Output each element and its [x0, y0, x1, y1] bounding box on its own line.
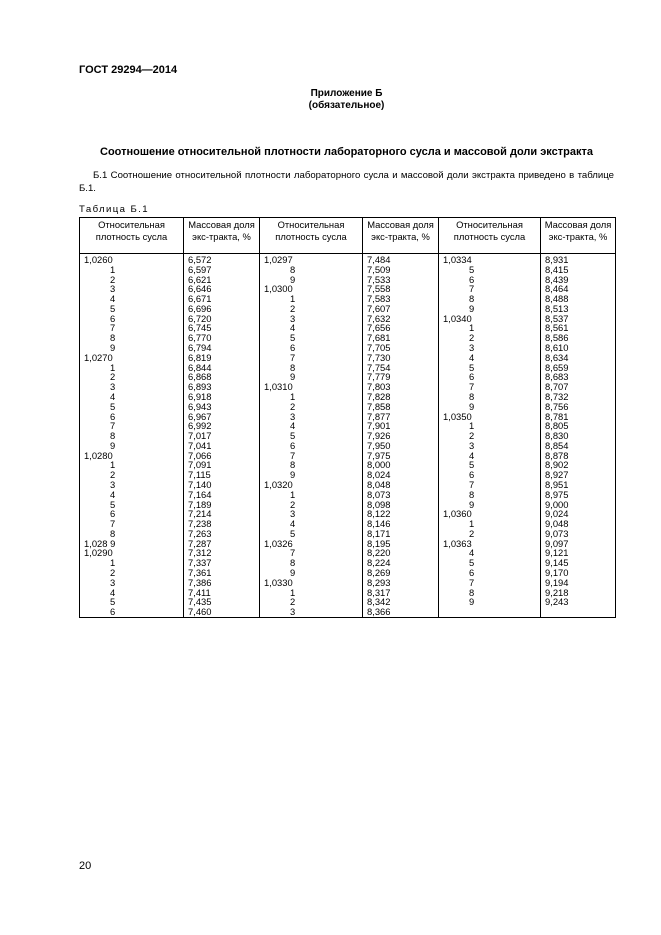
extract-cell: 8,878: [541, 451, 616, 461]
density-cell: 1,028 9: [80, 539, 184, 549]
density-cell: 1,0297: [260, 254, 363, 265]
extract-cell: 7,730: [363, 353, 439, 363]
header-density-1: Относительная плотность сусла: [80, 218, 184, 254]
table-row: [80, 294, 616, 304]
table-row: [80, 275, 616, 285]
density-cell: 8: [260, 363, 363, 373]
table-row: [80, 607, 616, 617]
density-cell: 8: [80, 333, 184, 343]
extract-cell: 8,951: [541, 480, 616, 490]
density-cell: 7: [260, 548, 363, 558]
extract-cell: 8,073: [363, 490, 439, 500]
extract-cell: 9,024: [541, 509, 616, 519]
table-row: [80, 539, 616, 549]
table-row: [80, 392, 616, 402]
density-cell: 2: [80, 470, 184, 480]
extract-cell: 7,263: [184, 529, 260, 539]
extract-cell: 8,781: [541, 412, 616, 422]
density-cell: 4: [80, 588, 184, 598]
density-cell: 6: [80, 607, 184, 617]
density-cell: 1: [439, 323, 541, 333]
extract-cell: 7,828: [363, 392, 439, 402]
density-cell: 5: [80, 500, 184, 510]
density-cell: 7: [439, 578, 541, 588]
extract-cell: 7,975: [363, 451, 439, 461]
table-row: [80, 265, 616, 275]
density-cell: 8: [260, 558, 363, 568]
extract-cell: 7,287: [184, 539, 260, 549]
page-number: 20: [79, 860, 92, 872]
table-row: [80, 372, 616, 382]
extract-cell: 6,794: [184, 343, 260, 353]
density-cell: 5: [260, 333, 363, 343]
density-cell: 1,0290: [80, 548, 184, 558]
table-row: [80, 412, 616, 422]
extract-cell: 8,317: [363, 588, 439, 598]
extract-cell: 7,901: [363, 421, 439, 431]
density-cell: 5: [260, 431, 363, 441]
extract-cell: 8,195: [363, 539, 439, 549]
density-cell: 8: [439, 294, 541, 304]
extract-cell: 7,386: [184, 578, 260, 588]
extract-cell: 6,918: [184, 392, 260, 402]
extract-cell: 7,607: [363, 304, 439, 314]
extract-cell: 8,634: [541, 353, 616, 363]
extract-cell: 7,312: [184, 548, 260, 558]
extract-cell: 9,073: [541, 529, 616, 539]
density-cell: 6: [439, 470, 541, 480]
extract-cell: 7,632: [363, 314, 439, 324]
extract-cell: 8,048: [363, 480, 439, 490]
table-row: [80, 460, 616, 470]
density-cell: 1: [80, 460, 184, 470]
density-cell: 1,0320: [260, 480, 363, 490]
extract-cell: 8,464: [541, 284, 616, 294]
section-title: Соотношение относительной плотности лабораторного сусла и массовой доли экстракта: [100, 146, 593, 158]
table-row: [80, 451, 616, 461]
extract-cell: 6,967: [184, 412, 260, 422]
density-cell: 5: [80, 304, 184, 314]
density-cell: 4: [80, 392, 184, 402]
extract-cell: 7,041: [184, 441, 260, 451]
density-cell: 2: [260, 402, 363, 412]
table-body: [80, 254, 616, 618]
extract-cell: 8,024: [363, 470, 439, 480]
header-density-3: Относительная плотность сусла: [439, 218, 541, 254]
density-cell: 9: [80, 343, 184, 353]
extract-cell: 6,621: [184, 275, 260, 285]
density-cell: 4: [439, 353, 541, 363]
extract-cell: 9,145: [541, 558, 616, 568]
density-cell: 9: [80, 441, 184, 451]
density-cell: 1: [260, 490, 363, 500]
density-cell: 8: [260, 460, 363, 470]
extract-cell: 9,194: [541, 578, 616, 588]
extract-cell: 6,671: [184, 294, 260, 304]
extract-cell: 8,931: [541, 254, 616, 265]
density-cell: 4: [439, 548, 541, 558]
extract-cell: 8,756: [541, 402, 616, 412]
density-cell: 1: [260, 392, 363, 402]
density-cell: 1: [260, 294, 363, 304]
density-cell: 1,0270: [80, 353, 184, 363]
density-cell: 9: [260, 470, 363, 480]
extract-cell: 8,224: [363, 558, 439, 568]
density-cell: 4: [80, 490, 184, 500]
density-cell: 3: [260, 314, 363, 324]
table-row: [80, 363, 616, 373]
header-extract-1: Массовая доля экс-тракта, %: [184, 218, 260, 254]
density-cell: 5: [80, 402, 184, 412]
header-extract-3: Массовая доля экс-тракта, %: [541, 218, 616, 254]
extract-cell: 8,707: [541, 382, 616, 392]
extract-cell: 6,943: [184, 402, 260, 412]
density-cell: 5: [439, 558, 541, 568]
extract-cell: 8,098: [363, 500, 439, 510]
density-cell: 2: [80, 568, 184, 578]
density-cell: 3: [80, 578, 184, 588]
density-cell: 9: [439, 597, 541, 607]
extract-cell: 9,048: [541, 519, 616, 529]
extract-cell: 7,066: [184, 451, 260, 461]
density-cell: 9: [439, 402, 541, 412]
table-row: [80, 597, 616, 607]
extract-cell: 8,513: [541, 304, 616, 314]
density-cell: 4: [260, 519, 363, 529]
density-cell: 5: [260, 529, 363, 539]
table-row: [80, 314, 616, 324]
extract-cell: 7,017: [184, 431, 260, 441]
extract-cell: 6,745: [184, 323, 260, 333]
density-cell: 9: [260, 275, 363, 285]
density-cell: 1: [80, 363, 184, 373]
table-row: [80, 480, 616, 490]
extract-cell: 6,572: [184, 254, 260, 265]
density-cell: 1,0300: [260, 284, 363, 294]
extract-cell: 8,342: [363, 597, 439, 607]
extract-cell: 7,858: [363, 402, 439, 412]
density-cell: 1: [80, 558, 184, 568]
density-cell: 1: [260, 588, 363, 598]
table-row: [80, 470, 616, 480]
extract-cell: 7,460: [184, 607, 260, 617]
density-cell: 7: [80, 323, 184, 333]
table-row: [80, 588, 616, 598]
density-cell: 6: [439, 275, 541, 285]
density-cell: 4: [439, 451, 541, 461]
density-cell: 6: [260, 441, 363, 451]
appendix-heading: [79, 88, 614, 112]
table-row: [80, 578, 616, 588]
density-cell: 1,0280: [80, 451, 184, 461]
density-cell: 7: [439, 480, 541, 490]
extract-cell: 7,877: [363, 412, 439, 422]
density-cell: 4: [260, 421, 363, 431]
density-cell: 3: [439, 441, 541, 451]
table-row: [80, 558, 616, 568]
density-cell: 9: [260, 372, 363, 382]
density-cell: 7: [260, 451, 363, 461]
density-cell: 9: [439, 500, 541, 510]
density-cell: 8: [439, 392, 541, 402]
header-density-2: Относительная плотность сусла: [260, 218, 363, 254]
table-row: [80, 490, 616, 500]
density-cell: 8: [439, 588, 541, 598]
table-row: [80, 323, 616, 333]
density-cell: 2: [439, 529, 541, 539]
table-caption: Таблица Б.1: [79, 204, 149, 215]
table-row: [80, 333, 616, 343]
density-cell: 7: [260, 353, 363, 363]
extract-cell: 7,484: [363, 254, 439, 265]
extract-cell: 8,927: [541, 470, 616, 480]
extract-cell: 8,732: [541, 392, 616, 402]
extract-cell: 8,439: [541, 275, 616, 285]
density-cell: 1,0260: [80, 254, 184, 265]
extract-cell: 8,000: [363, 460, 439, 470]
extract-cell: 7,754: [363, 363, 439, 373]
density-cell: 6: [80, 314, 184, 324]
appendix-title: Приложение Б: [310, 88, 383, 99]
table-row: [80, 548, 616, 558]
density-cell: 4: [260, 323, 363, 333]
table-row: [80, 284, 616, 294]
intro-paragraph: Б.1 Соотношение относительной плотности лабораторного сусла и массовой доли экстракта приведено в таблице Б.1.: [79, 170, 614, 194]
extract-cell: 6,992: [184, 421, 260, 431]
density-cell: 1: [439, 519, 541, 529]
density-cell: 7: [439, 382, 541, 392]
density-cell: 8: [439, 490, 541, 500]
extract-cell: 7,681: [363, 333, 439, 343]
table-row: [80, 382, 616, 392]
header-extract-2: Массовая доля экс-тракта, %: [363, 218, 439, 254]
extract-cell: 9,170: [541, 568, 616, 578]
table-row: [80, 568, 616, 578]
extract-cell: 7,411: [184, 588, 260, 598]
extract-cell: 9,000: [541, 500, 616, 510]
density-cell: 5: [439, 265, 541, 275]
extract-cell: 8,269: [363, 568, 439, 578]
density-cell: 2: [80, 275, 184, 285]
extract-cell: 8,610: [541, 343, 616, 353]
density-cell: 1,0310: [260, 382, 363, 392]
extract-cell: 7,509: [363, 265, 439, 275]
density-cell: 5: [439, 460, 541, 470]
extract-cell: 6,819: [184, 353, 260, 363]
extract-cell: 7,926: [363, 431, 439, 441]
table-row: [80, 402, 616, 412]
extract-cell: 9,121: [541, 548, 616, 558]
density-cell: 2: [260, 304, 363, 314]
density-cell: 3: [260, 412, 363, 422]
density-cell: 2: [260, 500, 363, 510]
extract-cell: 8,805: [541, 421, 616, 431]
extract-cell: 8,854: [541, 441, 616, 451]
extract-cell: 9,243: [541, 597, 616, 607]
extract-cell: 7,803: [363, 382, 439, 392]
extract-cell: 8,975: [541, 490, 616, 500]
extract-cell: 8,146: [363, 519, 439, 529]
extract-cell: 7,779: [363, 372, 439, 382]
extract-cell: 7,558: [363, 284, 439, 294]
density-cell: 7: [80, 519, 184, 529]
extract-cell: 7,238: [184, 519, 260, 529]
density-cell: 9: [260, 568, 363, 578]
density-cell: 6: [260, 343, 363, 353]
density-cell: 7: [439, 284, 541, 294]
density-cell: 3: [80, 480, 184, 490]
extract-cell: 6,696: [184, 304, 260, 314]
density-cell: 2: [439, 333, 541, 343]
density-cell: 6: [80, 412, 184, 422]
standard-code: ГОСТ 29294—2014: [79, 64, 178, 76]
density-extract-table: [79, 217, 616, 618]
density-cell: 3: [80, 382, 184, 392]
density-cell: 1,0334: [439, 254, 541, 265]
extract-cell: 8,122: [363, 509, 439, 519]
table-row: [80, 353, 616, 363]
extract-cell: 8,220: [363, 548, 439, 558]
table-row: [80, 431, 616, 441]
density-cell: 1,0360: [439, 509, 541, 519]
density-cell: 6: [80, 509, 184, 519]
extract-cell: 6,893: [184, 382, 260, 392]
extract-cell: 6,720: [184, 314, 260, 324]
extract-cell: 8,488: [541, 294, 616, 304]
extract-cell: [541, 607, 616, 617]
extract-cell: 8,293: [363, 578, 439, 588]
extract-cell: 7,705: [363, 343, 439, 353]
density-cell: 7: [80, 421, 184, 431]
extract-cell: 7,435: [184, 597, 260, 607]
density-cell: 1,0326: [260, 539, 363, 549]
table-row: [80, 441, 616, 451]
table-row: [80, 529, 616, 539]
extract-cell: 9,097: [541, 539, 616, 549]
extract-cell: 8,415: [541, 265, 616, 275]
extract-cell: 7,656: [363, 323, 439, 333]
extract-cell: 7,950: [363, 441, 439, 451]
extract-cell: 8,902: [541, 460, 616, 470]
extract-cell: 7,214: [184, 509, 260, 519]
extract-cell: 8,683: [541, 372, 616, 382]
density-cell: 2: [439, 431, 541, 441]
extract-cell: 9,218: [541, 588, 616, 598]
density-cell: 3: [439, 343, 541, 353]
density-cell: 1: [80, 265, 184, 275]
extract-cell: 6,868: [184, 372, 260, 382]
density-cell: 9: [439, 304, 541, 314]
extract-cell: 6,597: [184, 265, 260, 275]
extract-cell: 6,770: [184, 333, 260, 343]
extract-cell: 8,537: [541, 314, 616, 324]
density-cell: 3: [260, 509, 363, 519]
table-row: [80, 304, 616, 314]
table-row: [80, 343, 616, 353]
extract-cell: 7,164: [184, 490, 260, 500]
density-cell: 6: [439, 372, 541, 382]
density-cell: 2: [80, 372, 184, 382]
density-cell: 6: [439, 568, 541, 578]
density-cell: 8: [80, 431, 184, 441]
table-row: [80, 509, 616, 519]
density-cell: 3: [80, 284, 184, 294]
extract-cell: 7,361: [184, 568, 260, 578]
density-cell: 1: [439, 421, 541, 431]
extract-cell: 7,533: [363, 275, 439, 285]
extract-cell: 7,189: [184, 500, 260, 510]
density-cell: 2: [260, 597, 363, 607]
extract-cell: 8,659: [541, 363, 616, 373]
density-cell: 1,0363: [439, 539, 541, 549]
extract-cell: 7,115: [184, 470, 260, 480]
extract-cell: 7,337: [184, 558, 260, 568]
density-cell: 5: [439, 363, 541, 373]
density-cell: 1,0340: [439, 314, 541, 324]
density-cell: 8: [260, 265, 363, 275]
density-cell: [439, 607, 541, 617]
appendix-subtitle: (обязательное): [308, 100, 385, 111]
extract-cell: 7,140: [184, 480, 260, 490]
table-row: [80, 421, 616, 431]
density-cell: 8: [80, 529, 184, 539]
extract-cell: 8,830: [541, 431, 616, 441]
density-cell: 5: [80, 597, 184, 607]
density-cell: 1,0330: [260, 578, 363, 588]
extract-cell: 8,561: [541, 323, 616, 333]
extract-cell: 7,583: [363, 294, 439, 304]
extract-cell: 6,844: [184, 363, 260, 373]
table-row: [80, 254, 616, 265]
table-row: [80, 519, 616, 529]
table-row: [80, 500, 616, 510]
extract-cell: 7,091: [184, 460, 260, 470]
density-cell: 1,0350: [439, 412, 541, 422]
extract-cell: 8,366: [363, 607, 439, 617]
density-cell: 4: [80, 294, 184, 304]
extract-cell: 6,646: [184, 284, 260, 294]
extract-cell: 8,171: [363, 529, 439, 539]
extract-cell: 8,586: [541, 333, 616, 343]
density-cell: 3: [260, 607, 363, 617]
table-header-row: [80, 218, 616, 254]
